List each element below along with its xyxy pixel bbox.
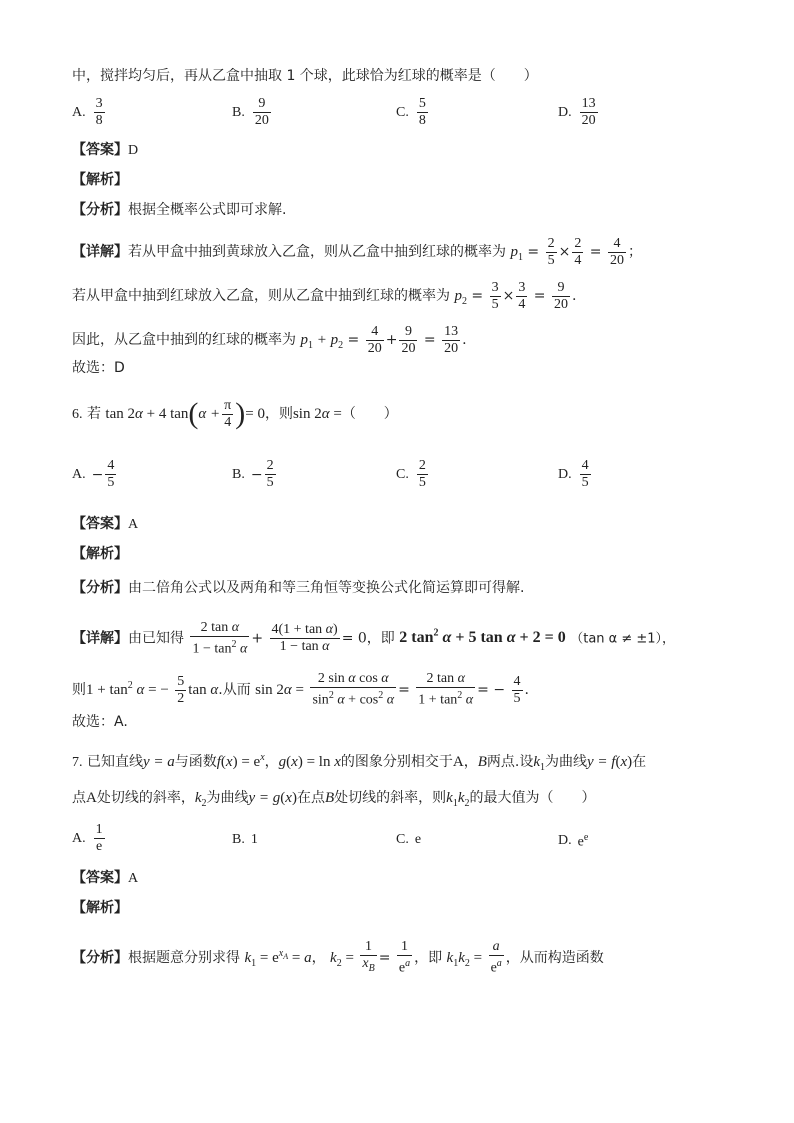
q5-xiangjie-line1: 【详解】若从甲盒中抽到黄球放入乙盒，则从乙盒中抽到红球的概率为 $p_1$ = $\frac{2}{5}$ × $\frac{2}{4}$ = $\frac{4}{20}$ ；: [72, 235, 642, 268]
q6-fenxi: 【分析】由二倍角公式以及两角和等三角恒等变换公式化简运算即可得解.: [72, 580, 525, 596]
q7-analysis-heading: 【解析】: [72, 900, 128, 916]
q6-option-a: A. − $\frac{4}{5}$: [72, 458, 115, 490]
q5-analysis-heading: 【解析】: [72, 172, 128, 188]
q5-fenxi: 【分析】根据全概率公式即可求解.: [72, 202, 287, 218]
q5-option-a: A. $\frac{3}{8}$: [72, 96, 103, 128]
q7-stem-line1: 7. 已知直线y = a与函数$f(x) = e^x$，g(x) = ln x的图象分别相交于A，B两点.设$k_1$为曲线y = f(x)在: [72, 752, 647, 773]
q5-answer: 【答案】D: [72, 142, 139, 158]
q5-xiangjie-line2: 若从甲盒中抽到红球放入乙盒，则从乙盒中抽到红球的概率为 $p_2$ = $\frac{3}{5}$ × $\frac{3}{4}$ = $\frac{9}{20}$ .: [72, 279, 577, 312]
q7-option-b: B. 1: [232, 832, 258, 847]
q6-stem: 6. 若 tan 2α + 4 tan(α + $\frac{\pi}{4}$ )= 0，则sin 2α =（ ）: [72, 397, 398, 430]
q5-option-c: C. $\frac{5}{8}$: [396, 96, 426, 128]
option-fraction: $\frac{5}{8}$: [418, 96, 426, 128]
q6-option-d: D. $\frac{4}{5}$: [558, 458, 589, 490]
q6-analysis-heading: 【解析】: [72, 546, 128, 562]
q7-stem-line2: 点A处切线的斜率，$k_2$为曲线y = g(x)在点B处切线的斜率，则$k_1k_2$的最大值为（ ）: [72, 790, 596, 809]
q7-fenxi: 【分析】根据题意分别求得 $k_1 = e^{x_A} = a$， $k_2$ = $\frac{1}{x_B}$ = $\frac{1}{e^a}$ ，即 $k_1k_2$ = $\frac{a}{e^a}$ ，从而构造函数: [72, 939, 604, 976]
q5-conclusion: 故选：D: [72, 360, 125, 376]
q7-option-c: C. e: [396, 832, 422, 847]
option-fraction: $\frac{9}{20}$: [254, 96, 269, 128]
q5-option-b: B. $\frac{9}{20}$: [232, 96, 269, 128]
q5-stem-tail: 中，搅拌均匀后，再从乙盒中抽取 1 个球，此球恰为红球的概率是（ ）: [72, 68, 538, 84]
option-fraction: $\frac{3}{8}$: [95, 96, 103, 128]
q5-xiangjie-line3: 因此，从乙盒中抽到的红球的概率为 $p_1 + p_2$ = $\frac{4}{20}$ + $\frac{9}{20}$ = $\frac{13}{20}$ .: [72, 323, 467, 356]
q5-option-d: D. $\frac{13}{20}$: [558, 96, 596, 128]
q6-xiangjie-line2: 则$1 + \tan^2 \alpha$ = − $\frac{5}{2}$ tan α.从而 sin 2α = $\frac{\text{2 sin α cos α}}{\sin^2 \alpha + \cos^2 \alpha}$ = $\frac{\text{2 tan α}}{1 + \tan^2 \alpha}$ = − $\frac{4}{5}$ .: [72, 671, 529, 708]
q6-option-c: C. $\frac{2}{5}$: [396, 458, 426, 490]
q6-conclusion: 故选：A.: [72, 714, 128, 730]
option-fraction: $\frac{13}{20}$: [581, 96, 596, 128]
q7-answer: 【答案】A: [72, 870, 139, 886]
q7-option-a-value: $\frac{1}{e}$: [95, 822, 103, 854]
q7-option-a: A. $\frac{1}{e}$: [72, 822, 103, 854]
q6-option-b: B. − $\frac{2}{5}$: [232, 458, 274, 490]
q6-xiangjie-line1: 【详解】由已知得 $\frac{\text{2 tan α}}{1 - \tan^2 \alpha}$ + $\frac{\text{4(1 + tan α)}}{\text{1 − tan α}}$ = 0，即 2 $\tan^2 \alpha + 5$ tan α + 2 = 0 （tan α ≠ ±1），: [72, 619, 676, 657]
q7-option-d: D. $e^e$: [558, 832, 589, 850]
q6-answer: 【答案】A: [72, 516, 139, 532]
